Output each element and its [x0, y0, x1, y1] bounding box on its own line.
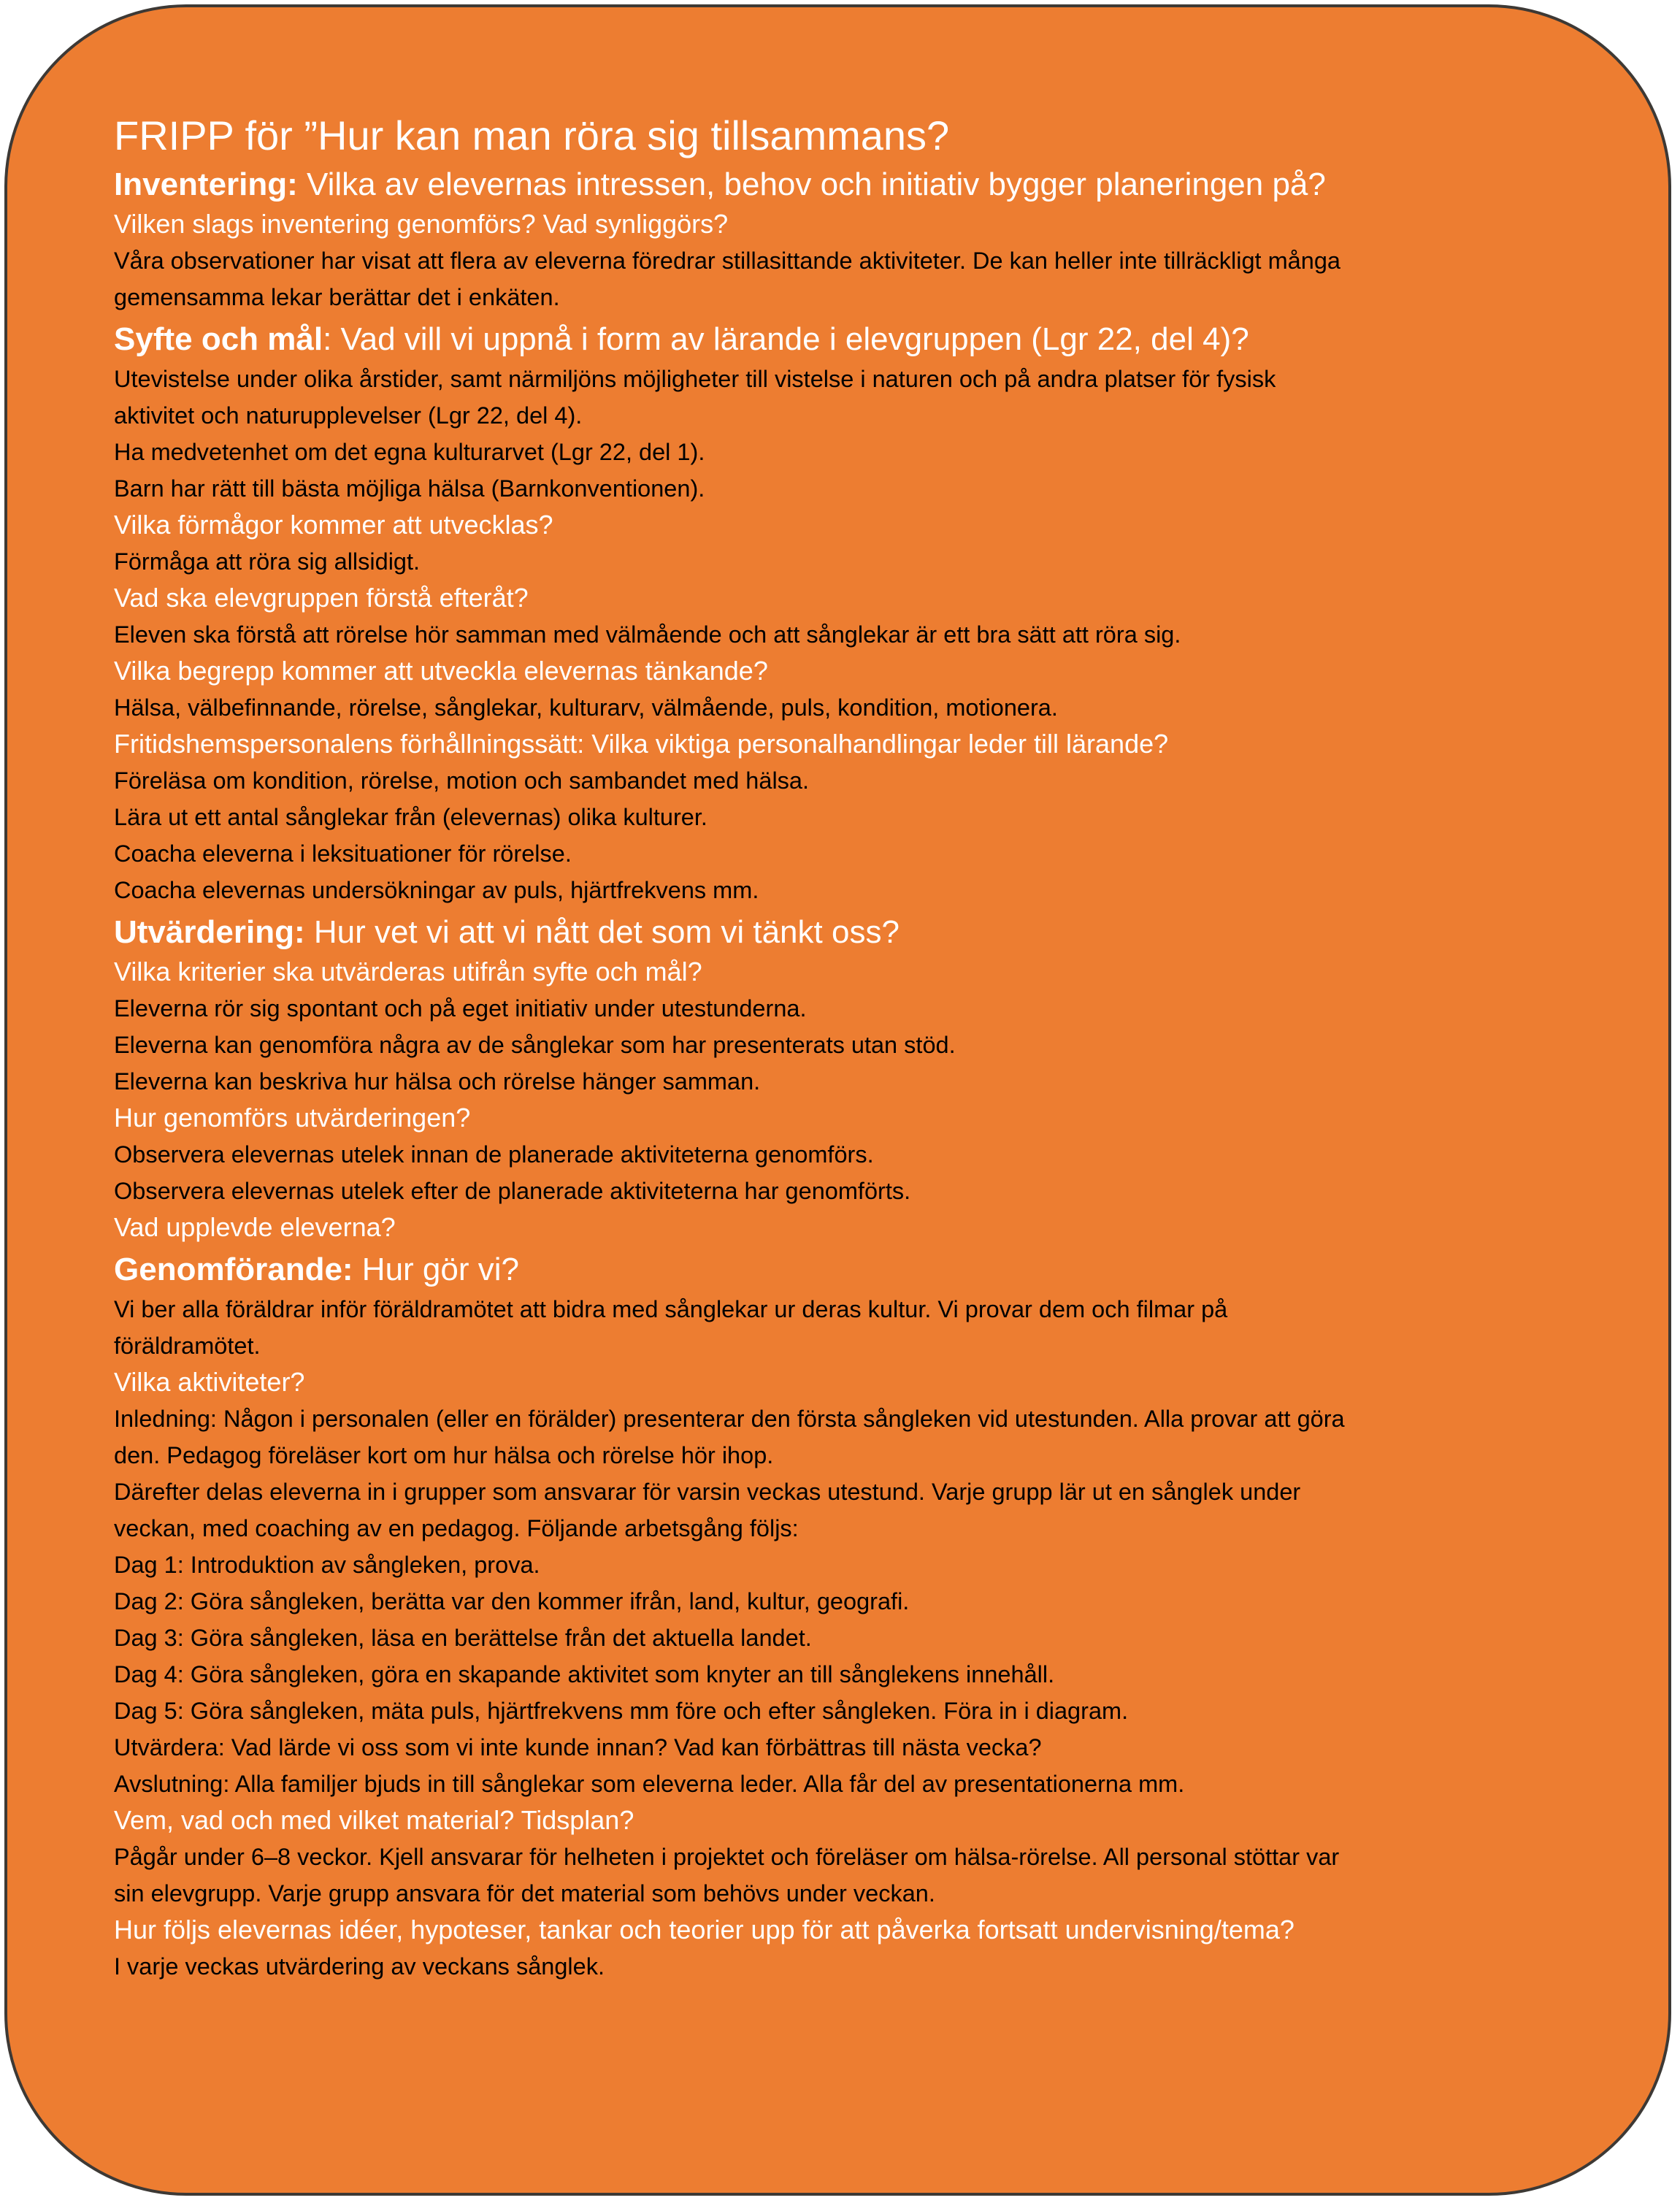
upplevde-question: Vad upplevde eleverna?	[114, 1212, 396, 1242]
kriterier-answer-line: Eleverna kan genomföra några av de sånglekar som har presenterats utan stöd.	[114, 1032, 956, 1058]
hur-genomfors-question: Hur genomförs utvärderingen?	[114, 1103, 471, 1133]
ideer-question: Hur följs elevernas idéer, hypoteser, tankar och teorier upp för att påverka fortsatt undervisning/tema?	[114, 1915, 1294, 1945]
inventering-heading-lead: Inventering:	[114, 166, 298, 202]
document-content	[114, 111, 1611, 1985]
syfte-line: aktivitet och naturupplevelser (Lgr 22, del 4).	[114, 402, 583, 429]
genomforande-heading-text: Hur gör vi?	[353, 1252, 519, 1287]
aktiviteter-line: Därefter delas eleverna in i grupper som ansvarar för varsin veckas utestund. Varje grupp lär ut en sånglek under	[114, 1479, 1301, 1505]
aktiviteter-line: Dag 4: Göra sångleken, göra en skapande aktivitet som knyter an till sånglekens innehåll.	[114, 1661, 1055, 1687]
aktiviteter-line: Dag 2: Göra sångleken, berätta var den kommer ifrån, land, kultur, geografi.	[114, 1588, 910, 1614]
utvardering-heading	[114, 911, 1611, 954]
formagor-answer: Förmåga att röra sig allsidigt.	[114, 548, 421, 575]
aktiviteter-line: Dag 3: Göra sångleken, läsa en berättelse från det aktuella landet.	[114, 1625, 812, 1651]
genomforande-intro-line: Vi ber alla föräldrar inför föräldramötet att bidra med sånglekar ur deras kultur. Vi provar dem och filmar på	[114, 1296, 1228, 1322]
page-title: FRIPP för ”Hur kan man röra sig tillsammans?	[114, 112, 950, 158]
tidsplan-question: Vem, vad och med vilket material? Tidsplan?	[114, 1805, 634, 1835]
aktiviteter-question: Vilka aktiviteter?	[114, 1367, 305, 1397]
inventering-answer-line: gemensamma lekar berättar det i enkäten.	[114, 284, 560, 310]
aktiviteter-line: Utvärdera: Vad lärde vi oss som vi inte kunde innan? Vad kan förbättras till nästa vecka?	[114, 1734, 1042, 1761]
hur-genomfors-answer-line: Observera elevernas utelek efter de planerade aktiviteterna har genomförts.	[114, 1178, 911, 1204]
syfte-heading-text: : Vad vill vi uppnå i form av lärande i elevgruppen (Lgr 22, del 4)?	[323, 321, 1249, 357]
begrepp-answer: Hälsa, välbefinnande, rörelse, sånglekar, kulturarv, välmående, puls, kondition, motionera.	[114, 694, 1058, 721]
tidsplan-line: sin elevgrupp. Varje grupp ansvara för det material som behövs under veckan.	[114, 1880, 935, 1907]
personal-answer-line: Lära ut ett antal sånglekar från (elevernas) olika kulturer.	[114, 804, 707, 830]
syfte-heading-lead: Syfte och mål	[114, 321, 323, 357]
personal-answer-line: Föreläsa om kondition, rörelse, motion och sambandet med hälsa.	[114, 767, 810, 794]
aktiviteter-line: Inledning: Någon i personalen (eller en förälder) presenterar den första sångleken vid utestunden. Alla provar att göra	[114, 1406, 1345, 1432]
aktiviteter-line: veckan, med coaching av en pedagog. Följande arbetsgång följs:	[114, 1515, 799, 1541]
utvardering-heading-lead: Utvärdering:	[114, 914, 305, 950]
personal-question: Fritidshemspersonalens förhållningssätt: Vilka viktiga personalhandlingar leder till lärande?	[114, 729, 1169, 759]
inventering-heading-text: Vilka av elevernas intressen, behov och initiativ bygger planeringen på?	[297, 166, 1326, 202]
personal-answer-line: Coacha elevernas undersökningar av puls, hjärtfrekvens mm.	[114, 877, 759, 903]
personal-answer-line: Coacha eleverna i leksituationer för rörelse.	[114, 840, 572, 867]
kriterier-question: Vilka kriterier ska utvärderas utifrån syfte och mål?	[114, 957, 702, 986]
formagor-question: Vilka förmågor kommer att utvecklas?	[114, 510, 553, 540]
kriterier-answer-line: Eleverna rör sig spontant och på eget initiativ under utestunderna.	[114, 995, 807, 1022]
inventering-heading	[114, 164, 1611, 206]
aktiviteter-line: Dag 1: Introduktion av sångleken, prova.	[114, 1552, 540, 1578]
ideer-answer: I varje veckas utvärdering av veckans sånglek.	[114, 1953, 605, 1980]
aktiviteter-line: Dag 5: Göra sångleken, mäta puls, hjärtfrekvens mm före och efter sångleken. Föra in i diagram.	[114, 1698, 1129, 1724]
orange-rounded-panel	[4, 4, 1671, 2196]
aktiviteter-line: den. Pedagog föreläser kort om hur hälsa och rörelse hör ihop.	[114, 1442, 774, 1468]
aktiviteter-line: Avslutning: Alla familjer bjuds in till sånglekar som eleverna leder. Alla får del av presentationerna mm.	[114, 1771, 1185, 1797]
forsta-answer: Eleven ska förstå att rörelse hör samman med välmående och att sånglekar är ett bra sätt att röra sig.	[114, 621, 1181, 648]
hur-genomfors-answer-line: Observera elevernas utelek innan de planerade aktiviteterna genomförs.	[114, 1141, 874, 1168]
utvardering-heading-text: Hur vet vi att vi nått det som vi tänkt oss?	[304, 914, 900, 950]
syfte-line: Barn har rätt till bästa möjliga hälsa (Barnkonventionen).	[114, 475, 705, 502]
forsta-question: Vad ska elevgruppen förstå efteråt?	[114, 583, 529, 613]
inventering-answer-line: Våra observationer har visat att flera av eleverna föredrar stillasittande aktiviteter. De kan heller inte tillräckligt många	[114, 248, 1340, 274]
syfte-line: Ha medvetenhet om det egna kulturarvet (Lgr 22, del 1).	[114, 439, 705, 465]
syfte-line: Utevistelse under olika årstider, samt närmiljöns möjligheter till vistelse i naturen och på andra platser för fysisk	[114, 366, 1276, 392]
genomforande-heading-lead: Genomförande:	[114, 1252, 353, 1287]
syfte-heading	[114, 318, 1611, 361]
genomforande-intro-line: föräldramötet.	[114, 1333, 261, 1359]
inventering-question: Vilken slags inventering genomförs? Vad synliggörs?	[114, 209, 729, 239]
tidsplan-line: Pågår under 6–8 veckor. Kjell ansvarar för helheten i projektet och föreläser om hälsa-rörelse. All personal stöttar var	[114, 1844, 1340, 1870]
kriterier-answer-line: Eleverna kan beskriva hur hälsa och rörelse hänger samman.	[114, 1068, 761, 1095]
begrepp-question: Vilka begrepp kommer att utveckla elevernas tänkande?	[114, 656, 768, 686]
genomforande-heading	[114, 1249, 1611, 1291]
